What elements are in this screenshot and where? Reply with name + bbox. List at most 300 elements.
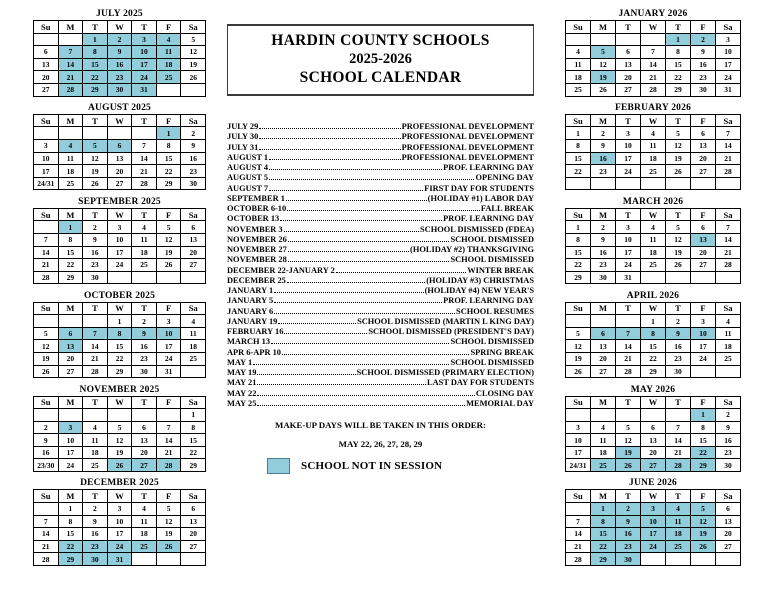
day-cell-not-in-session: 28 [58,83,83,96]
day-cell: 13 [107,152,132,165]
event-date: JULY 31 [227,142,259,152]
week-row [34,502,206,515]
day-cell: 18 [181,340,206,353]
week-row [566,446,741,459]
event-date: MARCH 13 [227,337,271,347]
day-cell: 28 [34,553,59,566]
day-cell: 10 [107,515,132,528]
event-date: JULY 29 [227,122,259,131]
empty-cell [58,409,83,422]
event-date: JANUARY 6 [227,306,274,316]
day-cell: 22 [58,259,83,272]
day-cell: 20 [691,246,716,259]
day-cell: 27 [34,83,59,96]
event-row [227,368,534,378]
day-cell: 14 [716,140,741,153]
month-april-2026 [565,290,741,379]
day-cell: 28 [34,271,59,284]
day-cell: 26 [156,259,181,272]
day-header: Su [34,490,59,503]
day-cell: 11 [641,233,666,246]
empty-cell [58,127,83,140]
day-header: T [616,208,641,221]
day-cell: 12 [591,58,616,71]
day-cell: 30 [666,365,691,378]
month-title: AUGUST 2025 [88,102,151,113]
event-date: NOVEMBER 27 [227,245,287,254]
day-cell: 2 [181,127,206,140]
month-november-2025 [33,384,206,473]
day-header-row [566,396,741,409]
day-cell: 10 [58,434,83,447]
day-cell-not-in-session: 18 [156,58,181,71]
day-cell: 1 [107,315,132,328]
day-cell: 19 [156,528,181,541]
day-cell: 22 [156,165,181,178]
day-cell-not-in-session: 7 [58,46,83,59]
day-cell: 5 [566,327,591,340]
day-cell-not-in-session: 5 [691,502,716,515]
day-cell: 4 [83,421,108,434]
day-cell: 28 [616,365,641,378]
day-cell: 21 [566,540,591,553]
event-row [227,378,534,388]
day-header-row [34,302,206,315]
week-row [566,165,741,178]
day-cell-not-in-session: 29 [591,553,616,566]
day-header: F [156,396,181,409]
right-calendar-column [565,8,741,566]
day-cell: 24/31 [566,459,591,472]
day-header: T [666,114,691,127]
dot-leader [287,282,425,283]
day-cell: 28 [132,177,157,190]
dot-leader [336,272,466,273]
empty-cell [58,315,83,328]
dot-leader [271,343,449,344]
month-grid [565,489,741,566]
day-cell: 2 [83,502,108,515]
day-cell-not-in-session: 11 [156,46,181,59]
day-header-row [34,208,206,221]
day-header: M [591,302,616,315]
day-cell-not-in-session: 13 [691,233,716,246]
event-date: DECEMBER 25 [227,275,286,285]
day-header: T [666,208,691,221]
day-header: Su [566,21,591,34]
month-march-2026 [565,196,741,285]
day-cell: 26 [666,259,691,272]
week-row [34,221,206,234]
day-cell: 23 [132,353,157,366]
day-header: M [58,208,83,221]
day-cell: 6 [691,127,716,140]
day-header: Sa [181,114,206,127]
week-row [566,553,741,566]
day-cell: 2 [591,221,616,234]
day-cell: 18 [132,528,157,541]
week-row [34,33,206,46]
day-cell-not-in-session: 31 [132,83,157,96]
day-cell: 18 [591,446,616,459]
day-cell-not-in-session: 15 [83,58,108,71]
day-header: M [591,21,616,34]
day-cell: 8 [566,140,591,153]
week-row [566,71,741,84]
empty-cell [83,315,108,328]
week-row [34,540,206,553]
day-cell: 26 [34,365,59,378]
day-cell: 23 [666,353,691,366]
event-date: NOVEMBER 26 [227,234,287,244]
week-row [34,327,206,340]
empty-cell [83,127,108,140]
event-row [227,132,534,142]
day-header: W [107,114,132,127]
dot-leader [286,200,427,201]
day-cell: 5 [107,421,132,434]
week-row [34,553,206,566]
day-cell-not-in-session: 10 [691,327,716,340]
day-cell: 17 [716,58,741,71]
day-cell: 25 [641,165,666,178]
day-cell: 13 [691,140,716,153]
day-cell: 5 [666,221,691,234]
event-row [227,348,534,358]
day-cell: 10 [107,233,132,246]
event-row [227,153,534,163]
day-cell: 16 [591,246,616,259]
day-cell: 12 [107,434,132,447]
week-row [566,540,741,553]
dot-leader [257,395,475,396]
day-cell-not-in-session: 25 [156,71,181,84]
day-header: F [156,302,181,315]
empty-cell [107,409,132,422]
week-row [34,152,206,165]
day-cell: 28 [716,165,741,178]
day-cell: 1 [566,127,591,140]
empty-cell [666,271,691,284]
day-cell-not-in-session: 19 [691,528,716,541]
week-row [566,365,741,378]
day-cell: 29 [666,83,691,96]
day-header: T [132,208,157,221]
event-label: PROFESSIONAL DEVELOPMENT [401,152,534,162]
day-header: W [641,396,666,409]
day-cell: 6 [716,502,741,515]
day-header: W [107,208,132,221]
day-cell-not-in-session: 25 [132,540,157,553]
day-cell: 27 [691,165,716,178]
day-header: Sa [181,208,206,221]
day-header: Sa [716,302,741,315]
day-cell: 18 [83,446,108,459]
day-cell: 16 [181,152,206,165]
week-row [566,221,741,234]
day-cell: 14 [34,528,59,541]
day-cell: 23 [181,165,206,178]
empty-cell [691,177,716,190]
event-row [227,122,534,132]
day-cell: 21 [641,71,666,84]
day-cell: 27 [716,540,741,553]
day-cell: 14 [132,152,157,165]
event-label: LAST DAY FOR STUDENTS [427,378,534,388]
week-row [566,502,741,515]
dot-leader [288,241,450,242]
day-cell: 23 [591,259,616,272]
week-row [34,83,206,96]
day-header: T [132,490,157,503]
day-cell: 9 [716,421,741,434]
event-row [227,389,534,399]
day-cell: 30 [181,177,206,190]
dot-leader [269,190,423,191]
day-header: M [58,396,83,409]
empty-cell [34,502,59,515]
empty-cell [591,33,616,46]
event-date: APR 6-APR 10 [227,347,281,357]
day-cell: 17 [616,152,641,165]
empty-cell [107,271,132,284]
day-cell-not-in-session: 6 [591,327,616,340]
day-cell: 19 [83,165,108,178]
day-cell: 6 [132,421,157,434]
empty-cell [34,315,59,328]
day-cell: 22 [107,353,132,366]
event-label: OPENING DAY [475,173,534,183]
day-cell: 5 [181,33,206,46]
day-cell: 5 [666,127,691,140]
day-cell: 12 [156,515,181,528]
day-cell: 16 [666,340,691,353]
week-row [566,246,741,259]
day-cell: 24/31 [34,177,59,190]
day-cell-not-in-session: 27 [132,459,157,472]
day-cell: 4 [181,315,206,328]
event-date: JANUARY 1 [227,286,274,295]
day-header-row [34,490,206,503]
day-cell: 19 [181,58,206,71]
day-cell: 18 [716,340,741,353]
school-name: HARDIN COUNTY SCHOOLS [271,32,490,49]
day-cell: 29 [181,459,206,472]
month-title: JUNE 2026 [629,478,677,489]
week-row [566,353,741,366]
empty-cell [616,33,641,46]
week-row [34,140,206,153]
empty-cell [566,315,591,328]
day-cell: 9 [691,46,716,59]
day-cell: 23 [83,259,108,272]
event-row [227,235,534,245]
dot-leader [257,405,465,406]
day-cell: 25 [83,459,108,472]
day-header: Su [34,21,59,34]
week-row [34,71,206,84]
day-header: T [132,114,157,127]
empty-cell [691,365,716,378]
month-may-2026 [565,384,741,473]
day-header: T [83,114,108,127]
week-row [34,409,206,422]
dot-leader [259,128,400,129]
empty-cell [566,177,591,190]
event-label: PROFESSIONAL DEVELOPMENT [401,122,534,131]
event-row [227,327,534,337]
week-row [566,233,741,246]
day-header: Su [566,302,591,315]
month-september-2025 [33,196,206,285]
day-header: Su [34,302,59,315]
day-cell: 11 [58,152,83,165]
day-cell: 21 [156,446,181,459]
day-cell: 11 [641,140,666,153]
day-header: W [641,490,666,503]
day-header-row [566,208,741,221]
empty-cell [132,553,157,566]
day-cell-not-in-session: 2 [107,33,132,46]
day-cell-not-in-session: 29 [58,553,83,566]
event-date: SEPTEMBER 1 [227,193,285,203]
makeup-days [227,420,534,449]
empty-cell [58,33,83,46]
day-cell-not-in-session: 4 [666,502,691,515]
day-cell: 10 [716,46,741,59]
event-label: PROF. LEARNING DAY [443,163,534,172]
day-cell: 16 [83,528,108,541]
day-header: Sa [716,208,741,221]
dot-leader [257,374,355,375]
day-header: Sa [181,396,206,409]
day-cell: 3 [616,127,641,140]
day-cell: 19 [107,446,132,459]
day-cell: 24 [58,459,83,472]
empty-cell [181,83,206,96]
event-label: PROF. LEARNING DAY [443,296,534,306]
empty-cell [156,553,181,566]
dot-leader [282,354,470,355]
event-row [227,245,534,255]
week-row [34,259,206,272]
day-cell: 1 [641,315,666,328]
event-row [227,399,534,409]
week-row [34,233,206,246]
week-row [566,152,741,165]
day-cell: 1 [566,221,591,234]
day-cell: 3 [156,315,181,328]
day-cell-not-in-session: 6 [58,327,83,340]
day-cell: 23 [691,71,716,84]
day-cell: 14 [616,340,641,353]
empty-cell [641,271,666,284]
day-header: Sa [181,302,206,315]
day-cell: 3 [616,221,641,234]
event-date: MAY 1 [227,357,253,367]
event-date: JANUARY 19 [227,316,278,326]
day-cell: 12 [181,46,206,59]
day-cell: 14 [156,434,181,447]
event-date: OCTOBER 6-10 [227,204,287,213]
week-row [566,83,741,96]
day-cell: 20 [591,353,616,366]
day-cell: 7 [641,46,666,59]
empty-cell [666,553,691,566]
empty-cell [691,553,716,566]
event-label: SCHOOL DISMISSED [450,337,534,347]
day-header: T [666,302,691,315]
day-cell: 13 [716,515,741,528]
event-row [227,184,534,194]
event-label: PROF. LEARNING DAY [443,214,534,224]
empty-cell [591,409,616,422]
event-label: SCHOOL DISMISSED (PRESIDENT'S DAY) [368,327,534,336]
day-cell-not-in-session: 3 [58,421,83,434]
day-cell: 25 [566,83,591,96]
week-row [566,259,741,272]
day-cell: 4 [641,221,666,234]
event-label: SCHOOL DISMISSED [450,234,534,244]
week-row [566,327,741,340]
month-grid [33,114,206,191]
event-label: PROFESSIONAL DEVELOPMENT [401,142,534,152]
day-cell: 10 [34,152,59,165]
day-cell: 12 [34,340,59,353]
dot-leader [269,179,474,180]
day-header: T [83,208,108,221]
day-cell-not-in-session: 31 [107,553,132,566]
dot-leader [284,231,419,232]
day-header-row [566,490,741,503]
day-cell: 5 [156,221,181,234]
day-header: F [691,490,716,503]
event-row [227,317,534,327]
month-grid [565,208,741,285]
day-cell-not-in-session: 19 [591,71,616,84]
day-cell: 7 [716,127,741,140]
day-cell: 5 [616,421,641,434]
makeup-line1: MAKE-UP DAYS WILL BE TAKEN IN THIS ORDER: [275,420,486,430]
day-cell: 12 [666,233,691,246]
day-cell: 20 [691,152,716,165]
event-date: NOVEMBER 3 [227,224,283,234]
day-cell: 28 [566,553,591,566]
event-label: (HOLIDAY #2) THANKSGIVING [410,245,534,254]
week-row [566,340,741,353]
event-row [227,194,534,204]
day-cell: 6 [616,46,641,59]
day-cell: 20 [616,71,641,84]
day-cell: 4 [566,46,591,59]
day-cell-not-in-session: 5 [591,46,616,59]
day-cell-not-in-session: 2 [616,502,641,515]
day-cell: 1 [58,502,83,515]
event-label: (HOLIDAY #4) NEW YEAR'S [424,286,534,295]
day-cell: 11 [132,233,157,246]
day-cell: 18 [132,246,157,259]
day-cell: 18 [641,246,666,259]
day-cell: 13 [616,58,641,71]
empty-cell [666,409,691,422]
day-cell-not-in-session: 1 [666,33,691,46]
empty-cell [181,271,206,284]
day-header: Sa [716,21,741,34]
day-cell: 6 [641,421,666,434]
day-cell: 25 [641,259,666,272]
day-header: W [107,490,132,503]
event-row [227,225,534,235]
